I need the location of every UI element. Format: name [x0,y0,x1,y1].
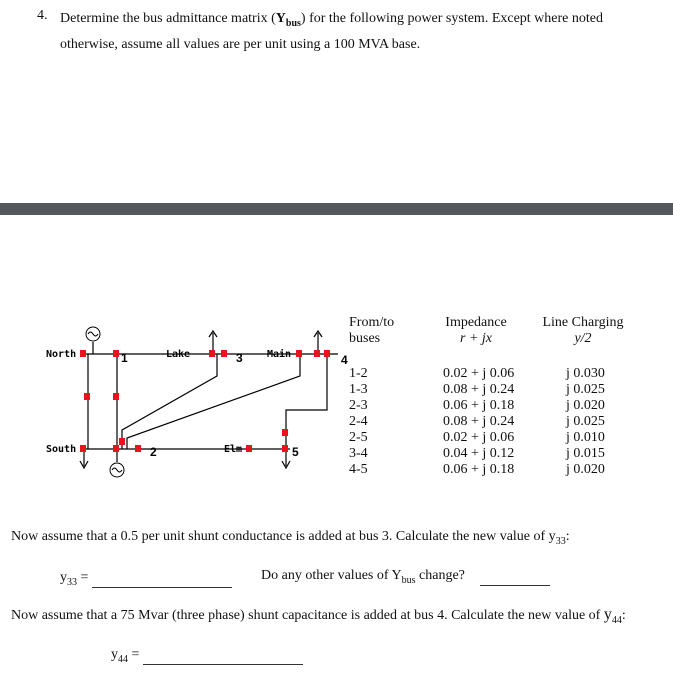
column-buses [349,366,368,478]
part2-question [11,529,570,547]
table-cell-buses: 1-3 [349,382,368,397]
header-from-to-line2: buses [349,331,381,346]
section-divider [0,203,673,215]
bus-number-2: 2 [150,445,157,459]
table-cell-impedance: 0.02 + j 0.06 [443,430,515,445]
header-line-charging [540,315,626,347]
bus-number-1: 1 [121,351,128,365]
bus-label-elm: Elm [224,444,243,455]
table-cell-buses: 2-5 [349,430,368,445]
table-cell-charging: j 0.025 [566,382,605,397]
table-cell-buses: 2-3 [349,398,368,413]
question-text-pre: Determine the bus admittance matrix ( [60,11,276,26]
y33-answer-row [60,570,232,588]
table-cell-buses: 1-2 [349,366,368,381]
column-impedance [443,366,514,478]
header-from-to [349,315,394,347]
table-cell-impedance: 0.06 + j 0.18 [443,462,515,477]
question-text-post: ) for the following power system. Except where noted otherwise, assume all values are per unit using a 100 MVA base. [60,11,603,52]
other-values-question [261,568,550,586]
y33-subscript: 33 [67,576,77,588]
y44-equals: = [128,647,140,662]
y33-answer-blank[interactable] [92,573,232,588]
header-impedance-line2: r + jx [460,331,492,346]
table-cell-charging: j 0.020 [566,462,605,477]
part3-text: Now assume that a 75 Mvar (three phase) shunt capacitance is added at bus 4. Calculate the new value of [11,608,601,623]
table-cell-charging: j 0.020 [566,398,605,413]
part3-y44-subscript: 44 [611,614,622,626]
bus-number-3: 3 [236,351,243,365]
bus-label-lake: Lake [166,349,191,360]
part3-question [11,605,661,630]
header-from-to-line1: From/to [349,315,395,330]
table-cell-impedance: 0.04 + j 0.12 [443,446,515,461]
other-values-post: change? [415,568,465,583]
part3-y44-var: y [603,606,612,623]
bus-number-4: 4 [341,353,348,367]
header-charging-line2: y/2 [574,331,592,346]
y44-label: y [111,647,118,662]
table-cell-charging: j 0.030 [566,366,605,381]
table-cell-buses: 2-4 [349,414,368,429]
header-impedance-line1: Impedance [445,315,507,330]
one-line-diagram [40,318,348,493]
table-cell-impedance: 0.08 + j 0.24 [443,414,515,429]
table-cell-charging: j 0.010 [566,430,605,445]
bus-label-south: South [46,444,77,455]
part2-text: Now assume that a 0.5 per unit shunt conductance is added at bus 3. Calculate the new value of y [11,529,556,544]
table-cell-impedance: 0.08 + j 0.24 [443,382,515,397]
bus-label-north: North [46,349,77,360]
y44-subscript: 44 [118,653,128,665]
other-values-text: Do any other values of Y [261,568,402,583]
y33-equals: = [77,570,89,585]
question-text [60,8,660,55]
question-number: 4. [37,8,48,23]
table-cell-charging: j 0.025 [566,414,605,429]
table-cell-charging: j 0.015 [566,446,605,461]
table-cell-impedance: 0.02 + j 0.06 [443,366,515,381]
part2-subscript: 33 [555,535,566,547]
part3-colon: : [621,608,626,623]
ybus-subscript: bus [285,17,301,29]
bus-label-main: Main [267,349,292,360]
table-cell-buses: 4-5 [349,462,368,477]
header-impedance [444,315,508,347]
ybus-symbol: Y [275,11,286,26]
column-line-charging [566,366,605,478]
other-values-answer-blank[interactable] [480,571,550,586]
bus-number-5: 5 [292,445,299,459]
y44-answer-row [111,647,303,665]
y33-label: y [60,570,67,585]
other-values-subscript: bus [401,574,416,586]
part2-colon: : [565,529,570,544]
header-charging-line1: Line Charging [542,315,624,330]
y44-answer-blank[interactable] [143,650,303,665]
table-cell-impedance: 0.06 + j 0.18 [443,398,515,413]
table-cell-buses: 3-4 [349,446,368,461]
